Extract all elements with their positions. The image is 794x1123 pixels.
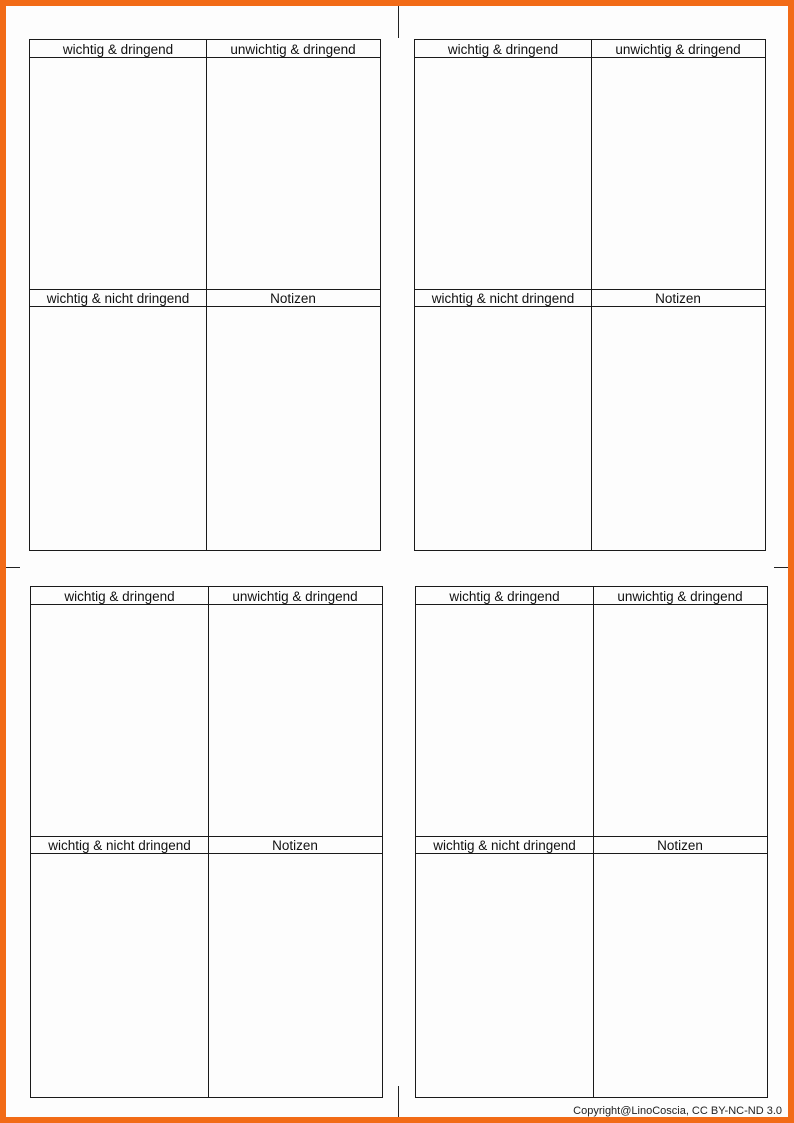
quadrant-label: Notizen [593,836,767,854]
quadrant-important-not-urgent [415,289,591,550]
matrix-card-1 [29,39,381,551]
quadrant-label: unwichtig & dringend [591,40,765,58]
quadrant-label: wichtig & dringend [31,587,208,605]
quadrant-important-urgent [30,40,206,289]
matrix-card-2 [414,39,766,551]
quadrant-unimportant-urgent [206,40,380,289]
copyright-notice: Copyright@LinoCoscia, CC BY-NC-ND 3.0 [573,1105,782,1117]
cut-mark-right [774,567,788,568]
quadrant-label: wichtig & nicht dringend [30,289,206,307]
quadrant-important-not-urgent [416,836,593,1097]
quadrant-label: wichtig & nicht dringend [416,836,593,854]
quadrant-notes [593,836,767,1097]
quadrant-label: wichtig & dringend [30,40,206,58]
cut-mark-bottom [398,1086,399,1117]
quadrant-important-urgent [31,587,208,836]
matrix-card-4 [415,586,768,1098]
matrix-card-3 [30,586,383,1098]
quadrant-label: wichtig & dringend [415,40,591,58]
quadrant-notes [206,289,380,550]
quadrant-unimportant-urgent [593,587,767,836]
quadrant-label: Notizen [591,289,765,307]
quadrant-unimportant-urgent [591,40,765,289]
quadrant-notes [208,836,382,1097]
quadrant-unimportant-urgent [208,587,382,836]
quadrant-notes [591,289,765,550]
quadrant-important-urgent [416,587,593,836]
cut-mark-left [6,567,20,568]
quadrant-label: unwichtig & dringend [593,587,767,605]
template-page [6,6,788,1117]
quadrant-label: wichtig & dringend [416,587,593,605]
quadrant-label: wichtig & nicht dringend [31,836,208,854]
quadrant-label: Notizen [208,836,382,854]
quadrant-label: wichtig & nicht dringend [415,289,591,307]
quadrant-label: unwichtig & dringend [208,587,382,605]
quadrant-important-not-urgent [31,836,208,1097]
cut-mark-top [398,6,399,38]
quadrant-label: Notizen [206,289,380,307]
quadrant-important-urgent [415,40,591,289]
quadrant-important-not-urgent [30,289,206,550]
quadrant-label: unwichtig & dringend [206,40,380,58]
